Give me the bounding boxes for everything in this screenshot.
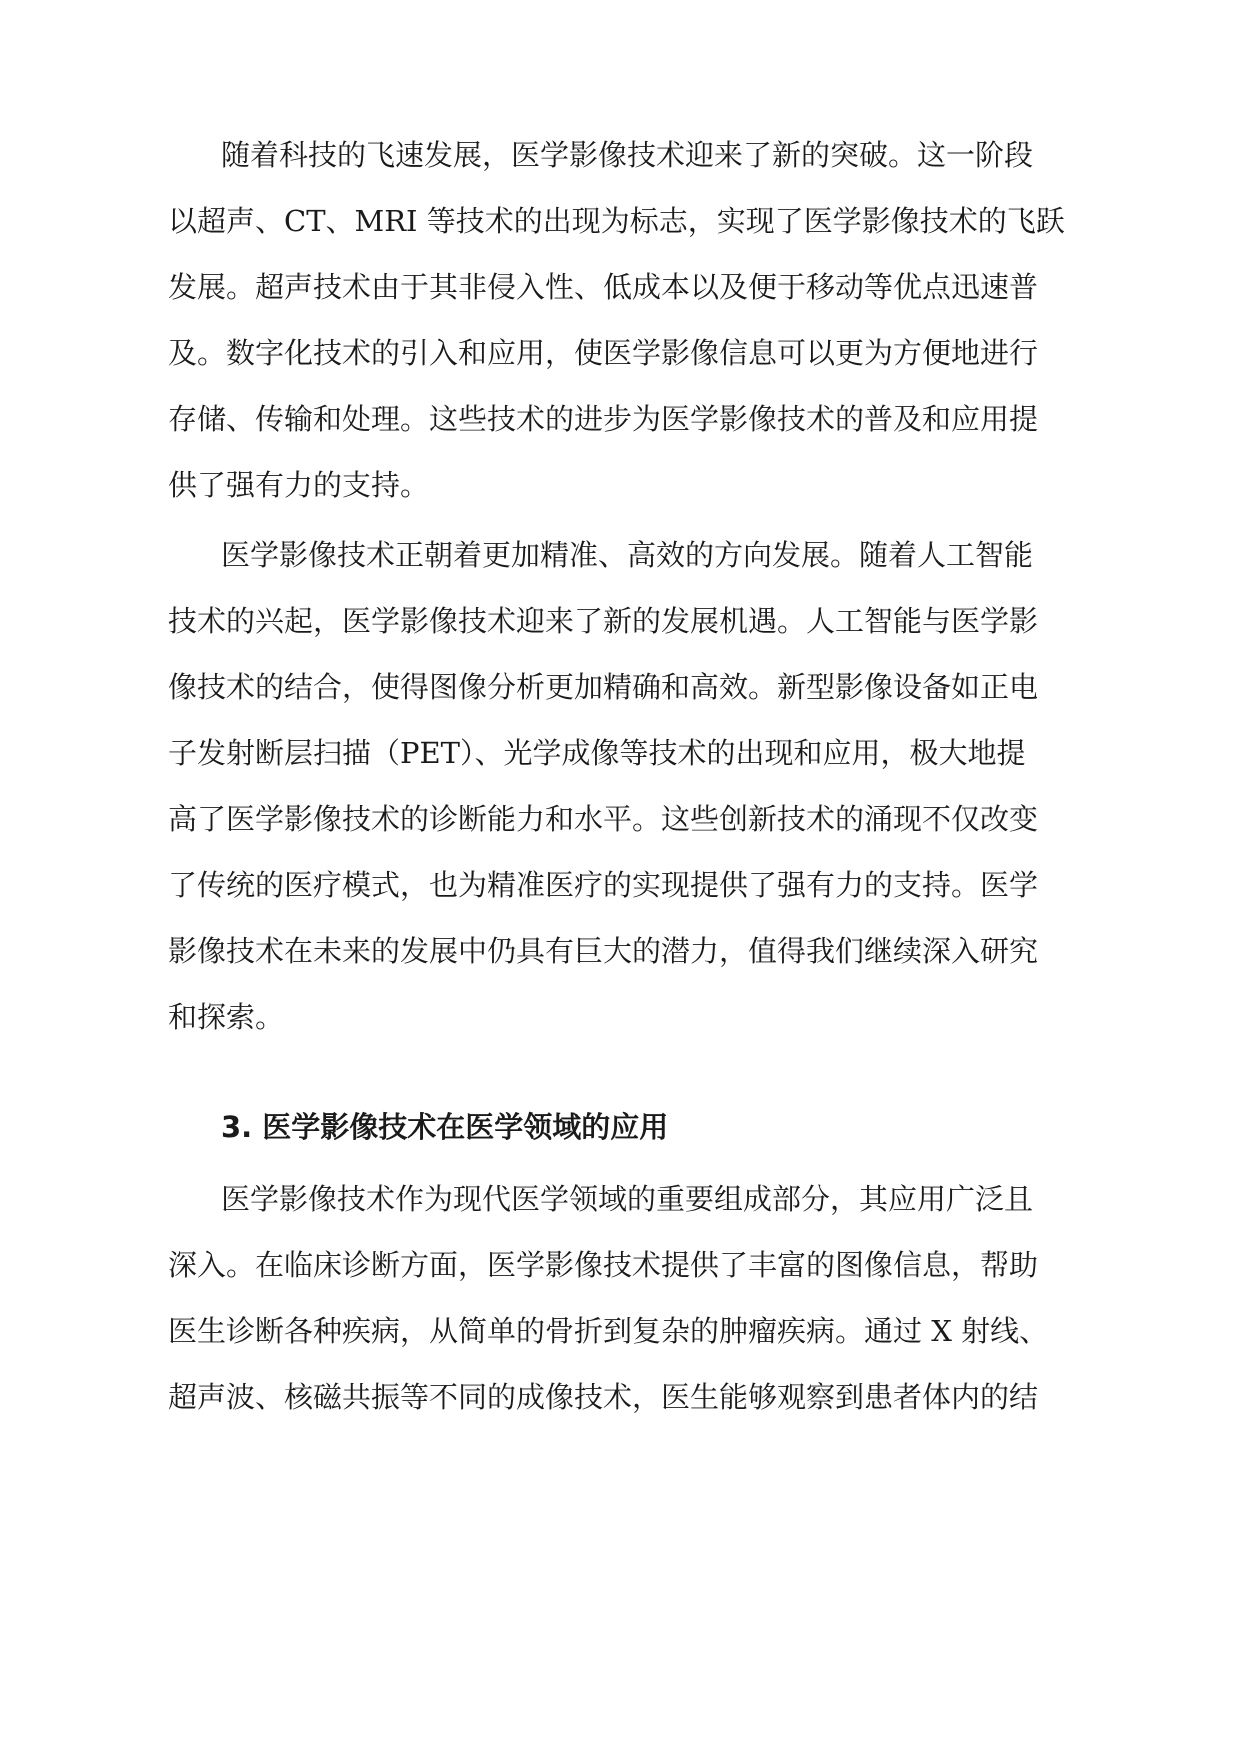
- paragraph-1-line-5: 存储、传输和处理。这些技术的进步为医学影像技术的普及和应用提: [168, 402, 1039, 436]
- paragraph-2-line-5: 高了医学影像技术的诊断能力和水平。这些创新技术的涌现不仅改变: [168, 802, 1039, 836]
- section-paragraph-line-3: 医生诊断各种疾病，从简单的骨折到复杂的肿瘤疾病。通过 X 射线、: [168, 1314, 1049, 1348]
- section-paragraph-line-1: 医学影像技术作为现代医学领域的重要组成部分，其应用广泛且: [221, 1182, 1034, 1216]
- paragraph-1-line-6: 供了强有力的支持。: [168, 468, 430, 502]
- paragraph-2-line-8: 和探索。: [168, 1000, 285, 1034]
- paragraph-2-line-6: 了传统的医疗模式，也为精准医疗的实现提供了强有力的支持。医学: [168, 868, 1039, 902]
- section-heading: 3. 医学影像技术在医学领域的应用: [221, 1110, 669, 1144]
- section-paragraph-line-2: 深入。在临床诊断方面，医学影像技术提供了丰富的图像信息，帮助: [168, 1248, 1039, 1282]
- paragraph-2-line-2: 技术的兴起，医学影像技术迎来了新的发展机遇。人工智能与医学影: [168, 604, 1039, 638]
- paragraph-2-line-3: 像技术的结合，使得图像分析更加精确和高效。新型影像设备如正电: [168, 670, 1039, 704]
- paragraph-1-line-3: 发展。超声技术由于其非侵入性、低成本以及便于移动等优点迅速普: [168, 270, 1039, 304]
- paragraph-2-line-1: 医学影像技术正朝着更加精准、高效的方向发展。随着人工智能: [221, 538, 1034, 572]
- paragraph-2-line-4: 子发射断层扫描（PET）、光学成像等技术的出现和应用，极大地提: [168, 736, 1026, 770]
- paragraph-1-line-4: 及。数字化技术的引入和应用，使医学影像信息可以更为方便地进行: [168, 336, 1039, 370]
- section-paragraph-line-4: 超声波、核磁共振等不同的成像技术，医生能够观察到患者体内的结: [168, 1380, 1039, 1414]
- paragraph-1-line-1: 随着科技的飞速发展，医学影像技术迎来了新的突破。这一阶段: [221, 138, 1034, 172]
- paragraph-2-line-7: 影像技术在未来的发展中仍具有巨大的潜力，值得我们继续深入研究: [168, 934, 1039, 968]
- paragraph-1-line-2: 以超声、CT、MRI 等技术的出现为标志，实现了医学影像技术的飞跃: [168, 204, 1065, 238]
